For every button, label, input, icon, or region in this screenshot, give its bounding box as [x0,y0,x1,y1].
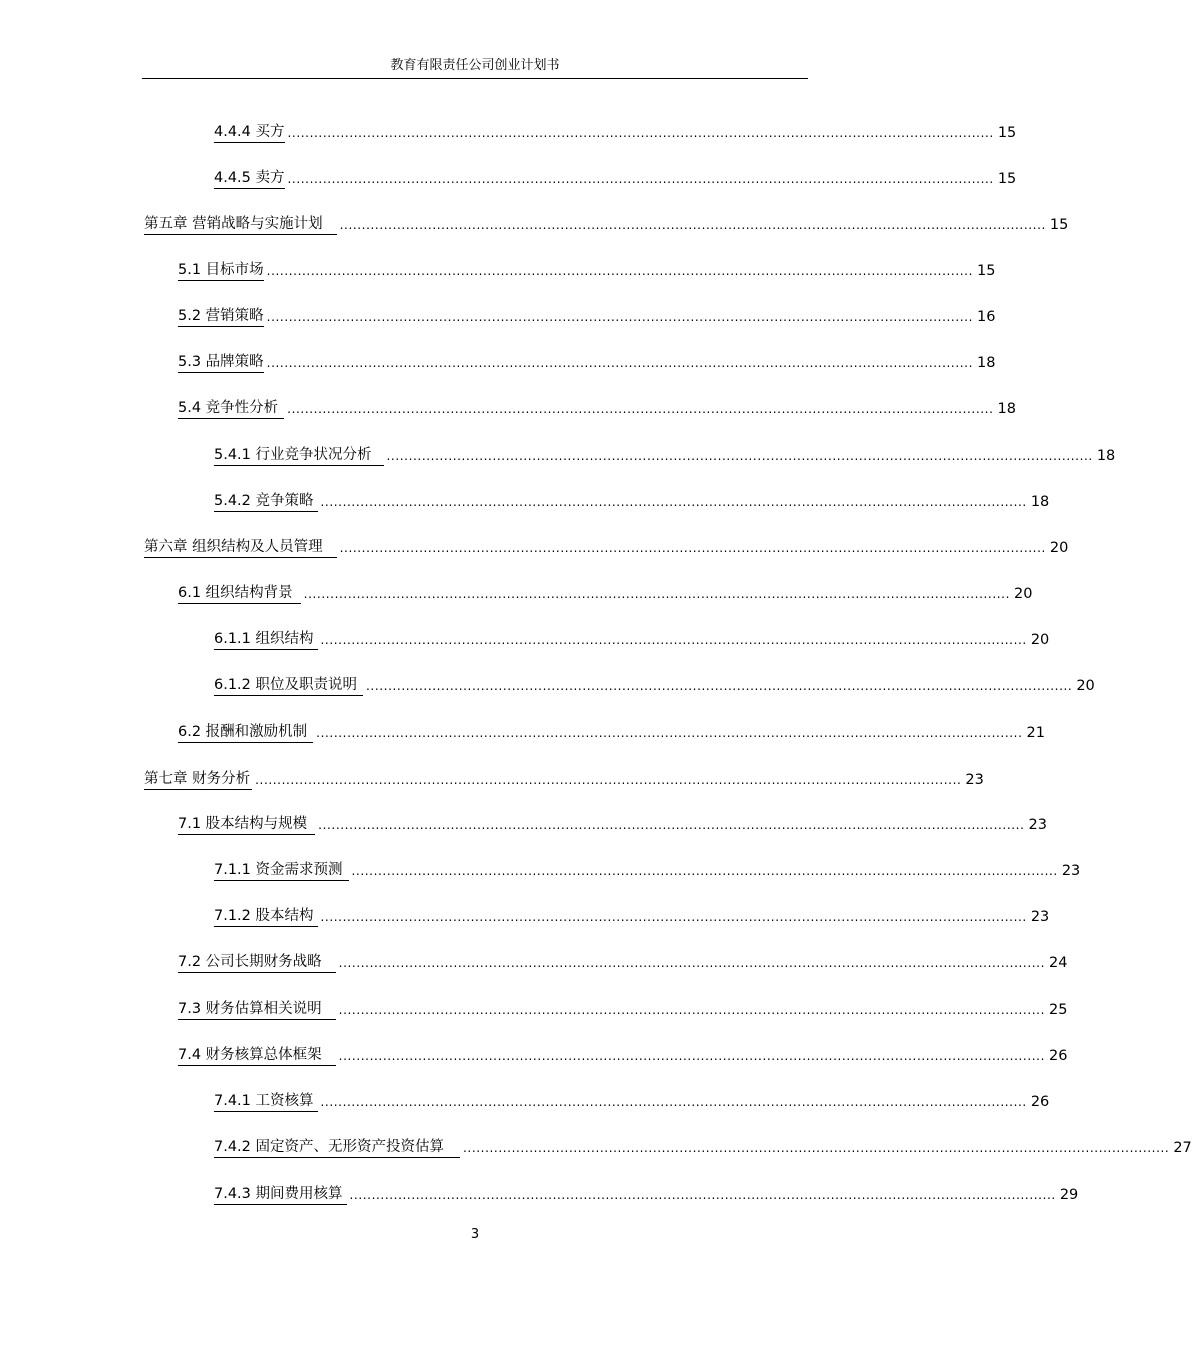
header-rule [142,78,808,79]
toc-entry-page: 18 [997,401,1016,417]
toc-leader-dots: ................................................................................................................................................................ [339,218,1046,232]
toc-entry-page: 20 [1030,632,1050,648]
toc-entry-page: 23 [1028,817,1047,833]
toc-leader-dots: ................................................................................................................................................................ [287,402,994,416]
toc-entry[interactable] [178,951,1068,973]
toc-entry-title: 5.4 竞争性分析 [178,399,284,419]
toc-entry[interactable] [178,305,996,327]
toc-leader-dots: ................................................................................................................................................................ [287,172,994,186]
toc-leader-dots: ................................................................................................................................................................ [338,1049,1045,1063]
toc-entry-page: 15 [997,125,1017,141]
toc-entry[interactable] [178,813,1047,835]
toc-entry[interactable] [214,628,1050,650]
toc-entry-title: 4.4.4 买方 [214,123,285,143]
page-header-title: 教育有限责任公司创业计划书 [390,58,560,73]
toc-entry-page: 23 [965,772,984,788]
toc-entry[interactable] [214,905,1050,927]
toc-leader-dots: ................................................................................................................................................................ [338,1003,1045,1017]
toc-leader-dots: ................................................................................................................................................................ [255,773,962,787]
toc-entry[interactable] [178,259,996,281]
toc-entry[interactable] [178,582,1033,604]
toc-entry[interactable] [144,768,984,790]
toc-entry-page: 18 [976,355,996,371]
toc-entry[interactable] [214,1090,1050,1112]
toc-leader-dots: ................................................................................................................................................................ [463,1141,1170,1155]
toc-entry-title: 6.1.2 职位及职责说明 [214,676,363,696]
toc-entry-page: 15 [997,171,1017,187]
toc-leader-dots: ................................................................................................................................................................ [349,1188,1056,1202]
toc-entry-title: 5.1 目标市场 [178,261,264,281]
toc-entry-title: 5.4.1 行业竞争状况分析 [214,446,384,466]
toc-entry-title: 7.1 股本结构与规模 [178,815,315,835]
toc-entry-page: 15 [976,263,996,279]
toc-leader-dots: ................................................................................................................................................................ [318,818,1025,832]
toc-entry-page: 23 [1061,863,1081,879]
toc-leader-dots: ................................................................................................................................................................ [386,449,1093,463]
toc-entry[interactable] [214,490,1050,512]
toc-entry-title: 7.1.1 资金需求预测 [214,861,349,881]
toc-entry-title: 7.4.2 固定资产、无形资产投资估算 [214,1138,460,1158]
toc-entry[interactable] [214,167,1017,189]
toc-entry-page: 25 [1048,1002,1068,1018]
toc-entry[interactable] [178,1044,1068,1066]
toc-entry-title: 5.3 品牌策略 [178,353,264,373]
toc-leader-dots: ................................................................................................................................................................ [351,864,1058,878]
toc-entry-page: 18 [1096,448,1116,464]
toc-entry-page: 15 [1049,217,1069,233]
toc-leader-dots: ................................................................................................................................................................ [266,310,973,324]
toc-entry-page: 20 [1013,586,1033,602]
toc-entry-title: 7.3 财务估算相关说明 [178,1000,336,1020]
toc-entry-page: 27 [1173,1140,1192,1156]
toc-entry-page: 29 [1059,1187,1079,1203]
toc-entry-page: 18 [1030,494,1050,510]
toc-leader-dots: ................................................................................................................................................................ [320,1095,1027,1109]
toc-entry-page: 26 [1048,1048,1068,1064]
toc-entry[interactable] [144,536,1069,558]
toc-entry[interactable] [178,351,996,373]
toc-entry-title: 7.2 公司长期财务战略 [178,953,336,973]
toc-leader-dots: ................................................................................................................................................................ [338,956,1045,970]
toc-leader-dots: ................................................................................................................................................................ [266,356,973,370]
toc-entry[interactable] [144,213,1069,235]
toc-entry-page: 21 [1026,725,1045,741]
toc-leader-dots: ................................................................................................................................................................ [320,495,1027,509]
toc-entry-page: 24 [1048,955,1068,971]
toc-entry-title: 5.2 营销策略 [178,307,264,327]
toc-leader-dots: ................................................................................................................................................................ [316,726,1023,740]
toc-entry-title: 7.1.2 股本结构 [214,907,318,927]
toc-leader-dots: ................................................................................................................................................................ [320,633,1027,647]
toc-entry[interactable] [214,1183,1079,1205]
toc-entry-title: 第七章 财务分析 [144,770,252,790]
toc-entry-title: 5.4.2 竞争策略 [214,492,318,512]
toc-entry[interactable] [214,121,1017,143]
toc-entry-page: 26 [1030,1094,1050,1110]
toc-leader-dots: ................................................................................................................................................................ [287,126,994,140]
toc-entry-title: 第五章 营销战略与实施计划 [144,215,337,235]
toc-leader-dots: ................................................................................................................................................................ [339,541,1046,555]
toc-entry-title: 7.4.1 工资核算 [214,1092,318,1112]
toc-entry[interactable] [214,859,1081,881]
toc-entry-title: 6.1.1 组织结构 [214,630,318,650]
toc-entry-title: 4.4.5 卖方 [214,169,285,189]
toc-entry[interactable] [214,444,1116,466]
toc-entry-page: 23 [1030,909,1050,925]
toc-entry-title: 6.1 组织结构背景 [178,584,301,604]
toc-leader-dots: ................................................................................................................................................................ [303,587,1010,601]
toc-entry-page: 20 [1076,678,1095,694]
page-number: 3 [470,1227,480,1242]
toc-entry-title: 第六章 组织结构及人员管理 [144,538,337,558]
toc-entry[interactable] [178,397,1016,419]
toc-leader-dots: ................................................................................................................................................................ [266,264,973,278]
toc-entry[interactable] [178,721,1045,743]
toc-entry-title: 7.4 财务核算总体框架 [178,1046,336,1066]
toc-entry-page: 20 [1049,540,1069,556]
toc-entry[interactable] [178,998,1068,1020]
toc-entry-title: 6.2 报酬和激励机制 [178,723,313,743]
toc-entry[interactable] [214,674,1095,696]
toc-leader-dots: ................................................................................................................................................................ [366,679,1073,693]
toc-entry-page: 16 [976,309,996,325]
toc-leader-dots: ................................................................................................................................................................ [320,910,1027,924]
toc-entry-title: 7.4.3 期间费用核算 [214,1185,347,1205]
toc-entry[interactable] [214,1136,1192,1158]
